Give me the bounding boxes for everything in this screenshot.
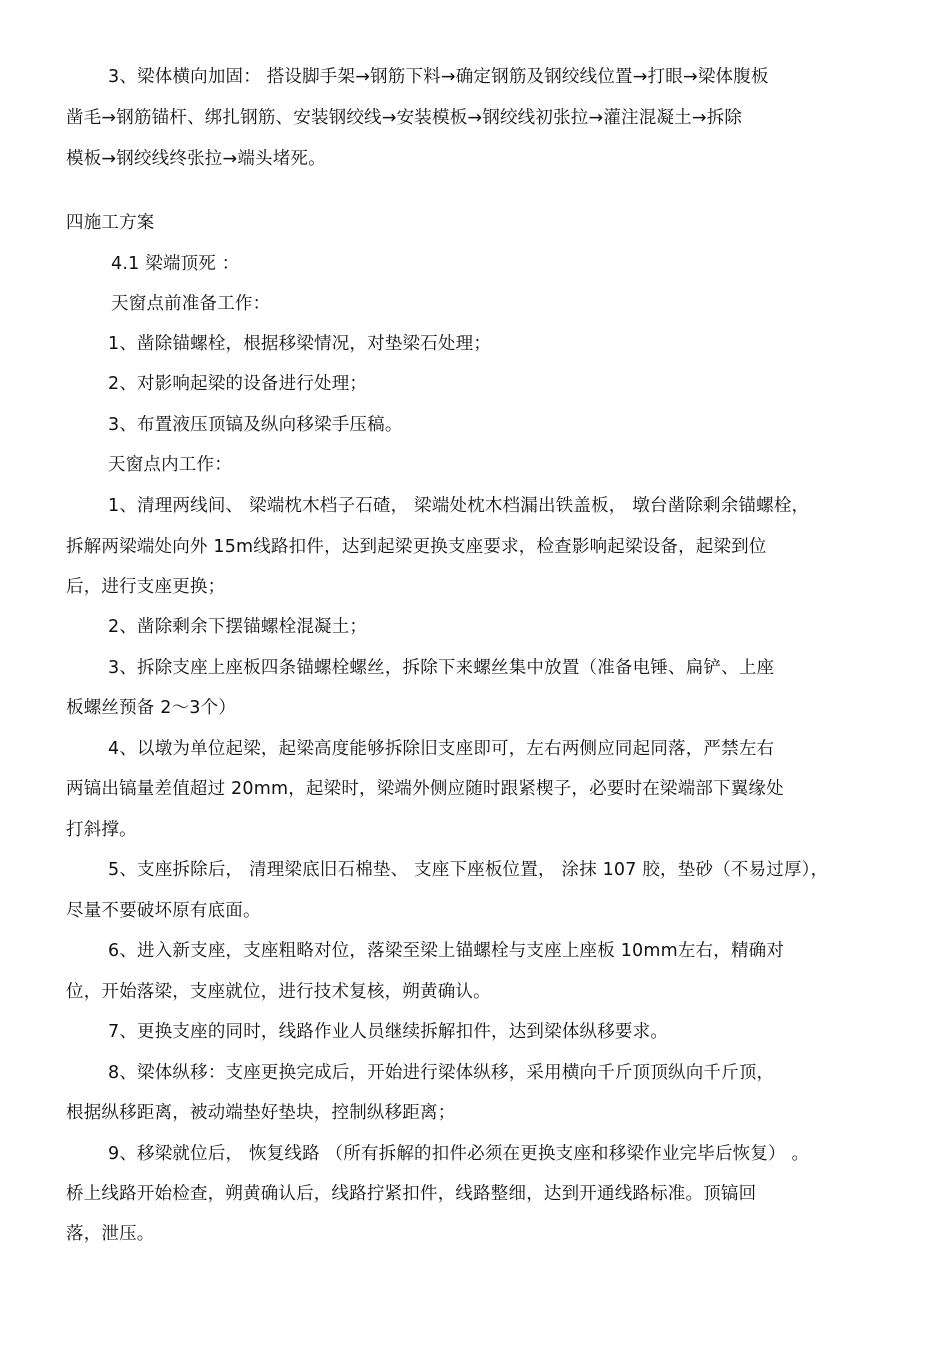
text-line: 3、布置液压顶镐及纵向移梁手压稿。 <box>108 415 403 435</box>
text-line: 天窗点前准备工作： <box>111 294 271 314</box>
text-line: 3、梁体横向加固： 搭设脚手架→钢筋下料→确定钢筋及钢绞线位置→打眼→梁体腹板 <box>108 67 769 87</box>
text-line: 6、进入新支座，支座粗略对位，落梁至梁上锚螺栓与支座上座板 10mm左右，精确对 <box>108 941 785 961</box>
subsection-heading: 4.1 梁端顶死 ： <box>111 254 240 274</box>
text-line: 3、拆除支座上座板四条锚螺栓螺丝，拆除下来螺丝集中放置（准备电锤、扁铲、上座 <box>108 658 775 678</box>
text-line: 凿毛→钢筋锚杆、绑扎钢筋、安装钢绞线→安装模板→钢绞线初张拉→灌注混凝土→拆除 <box>66 108 743 128</box>
text-line: 位，开始落梁，支座就位，进行技术复核，朔黄确认。 <box>66 982 491 1002</box>
text-line: 5、支座拆除后， 清理梁底旧石棉垫、 支座下座板位置， 涂抹 107 胶，垫砂（不易过厚）， <box>108 860 829 880</box>
text-line: 8、梁体纵移：支座更换完成后，开始进行梁体纵移，采用横向千斤顶顶纵向千斤顶， <box>108 1063 775 1083</box>
text-line: 打斜撑。 <box>66 820 137 840</box>
text-line: 2、凿除剩余下摆锚螺栓混凝土； <box>108 617 368 637</box>
text-line: 9、移梁就位后， 恢复线路 （所有拆解的扣件必须在更换支座和移梁作业完毕后恢复） 。 <box>108 1144 810 1164</box>
text-line: 落，泄压。 <box>66 1224 155 1244</box>
text-line: 7、更换支座的同时，线路作业人员继续拆解扣件，达到梁体纵移要求。 <box>108 1022 669 1042</box>
text-line: 拆解两梁端处向外 15m线路扣件，达到起梁更换支座要求，检查影响起梁设备，起梁到位 <box>66 537 767 557</box>
text-line: 1、清理两线间、 梁端枕木档子石碴， 梁端处枕木档漏出铁盖板， 墩台凿除剩余锚螺栓， <box>108 496 810 516</box>
text-line: 两镐出镐量差值超过 20mm，起梁时，梁端外侧应随时跟紧楔子，必要时在梁端部下翼缘处 <box>66 779 784 799</box>
section-heading: 四施工方案 <box>66 213 155 233</box>
text-line: 后，进行支座更换； <box>66 577 226 597</box>
text-line: 尽量不要破坏原有底面。 <box>66 901 261 921</box>
text-line: 板螺丝预备 2～3个） <box>66 698 237 718</box>
text-line: 1、凿除锚螺栓，根据移梁情况，对垫梁石处理； <box>108 334 492 354</box>
text-line: 模板→钢绞线终张拉→端头堵死。 <box>66 149 326 169</box>
text-line: 桥上线路开始检查，朔黄确认后，线路拧紧扣件，线路整细，达到开通线路标准。顶镐回 <box>66 1184 757 1204</box>
text-line: 根据纵移距离，被动端垫好垫块，控制纵移距离； <box>66 1103 456 1123</box>
text-line: 2、对影响起梁的设备进行处理； <box>108 374 368 394</box>
text-line: 4、以墩为单位起梁，起梁高度能够拆除旧支座即可，左右两侧应同起同落，严禁左右 <box>108 739 775 759</box>
text-line: 天窗点内工作： <box>108 455 232 475</box>
